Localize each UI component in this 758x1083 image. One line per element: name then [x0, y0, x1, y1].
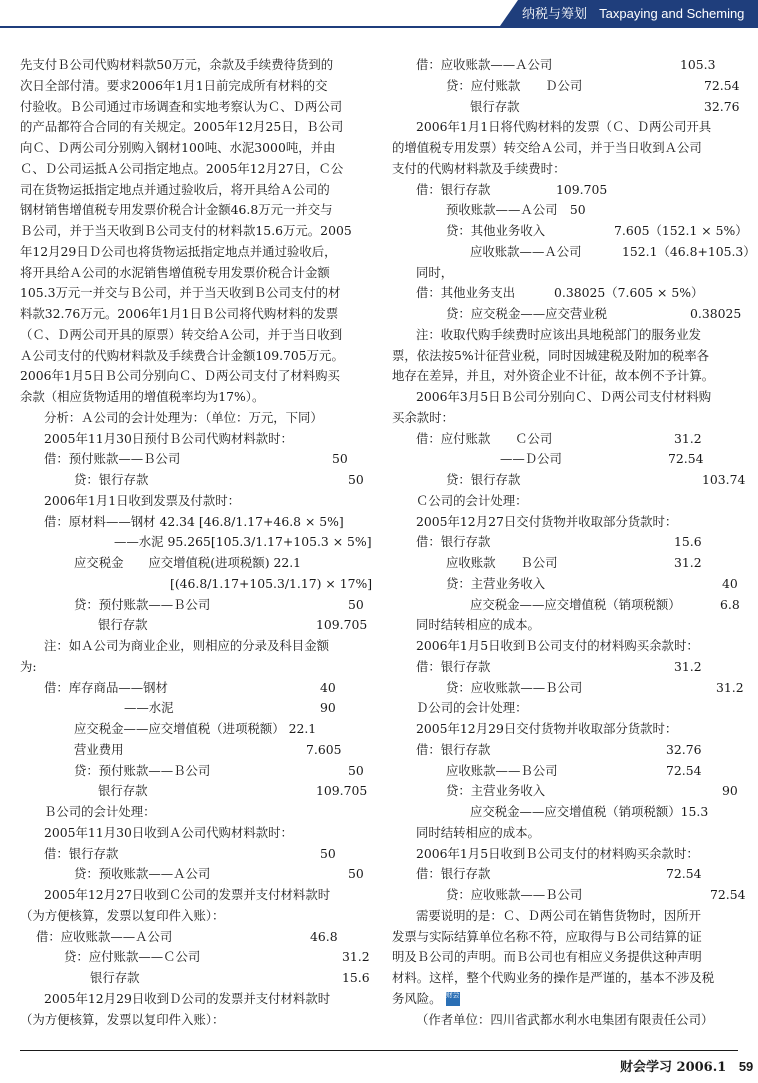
text-line: [392, 844, 742, 864]
text-segment: 72.54: [704, 77, 740, 93]
journal-logo-icon: 财会 学习: [446, 992, 460, 1006]
text-line: [392, 968, 742, 988]
text-segment: 同时结转相应的成本。: [416, 617, 540, 633]
text-segment: （为方便核算，发票以复印件入账）：: [20, 907, 225, 923]
text-line: [20, 366, 368, 386]
text-segment: 贷：预付账款——Ｂ公司: [74, 596, 211, 612]
text-segment: 2006年1月1日将代购材料的发票（Ｃ、Ｄ两公司开具: [416, 119, 712, 135]
text-segment: 103.74: [702, 472, 746, 487]
text-line: [392, 678, 742, 698]
text-segment: 向Ｃ、Ｄ两公司分别购入钢材100吨、水泥3000吨，并由: [20, 140, 336, 155]
text-line: [20, 325, 368, 345]
text-segment: （Ｃ、Ｄ两公司开具的原票）转交给Ａ公司，并于当日收到: [20, 326, 343, 342]
text-segment: Ｃ、Ｄ公司运抵Ａ公司指定地点。2005年12月27日，Ｃ公: [20, 160, 344, 176]
text-segment: 注：如Ａ公司为商业企业，则相应的分录及科目金额: [44, 638, 329, 653]
text-line: [20, 636, 368, 656]
text-line: [392, 532, 742, 552]
text-segment: 票，依法按5%计征营业税，同时因城建税及附加的税率各: [392, 347, 710, 363]
journal-name: 财会学习 2006.1: [620, 1060, 727, 1075]
text-line: [392, 491, 742, 511]
text-line: [20, 97, 368, 117]
text-line: [20, 615, 368, 635]
text-segment: 应交税金——应交增值税（销项税额）: [470, 596, 681, 612]
text-segment: 借：银行存款: [416, 866, 491, 882]
text-segment: 2005年12月27日收到Ｃ公司的发票并支付材料款时: [44, 887, 331, 902]
text-line: [392, 180, 742, 200]
text-segment: 为:: [20, 658, 37, 674]
text-line: [20, 387, 368, 407]
text-segment: 应收账款——Ｂ公司: [446, 762, 558, 778]
text-line: [392, 159, 742, 179]
text-segment: ——水泥: [124, 700, 174, 716]
text-line: [392, 366, 742, 386]
text-line: [20, 449, 368, 469]
footer-rule: [20, 1050, 738, 1051]
text-line: [20, 927, 368, 947]
text-line: [20, 283, 368, 303]
section-title-cn: 纳税与筹划: [522, 7, 588, 22]
text-segment: 借：应付账款 Ｃ公司: [416, 430, 553, 446]
text-segment: 90: [320, 700, 336, 716]
text-segment: 贷：其他业务收入: [446, 223, 546, 238]
text-segment: 预收账款——Ａ公司 50: [446, 202, 586, 218]
text-line: [20, 802, 368, 822]
text-line: [20, 719, 368, 739]
text-segment: 的增值税专用发票）转交给Ａ公司，并于当日收到Ａ公司: [392, 140, 702, 155]
text-line: [392, 221, 748, 241]
text-segment: 借：预付账款——Ｂ公司: [44, 451, 181, 467]
text-segment: 贷：应收账款——Ｂ公司: [446, 887, 583, 902]
text-line: [20, 698, 368, 718]
footer-text: [620, 1056, 753, 1075]
text-segment: 支付的代购材料款及手续费时：: [392, 160, 566, 176]
text-segment: 明及Ｂ公司的声明。而Ｂ公司也有相应义务提供这种声明: [392, 949, 702, 965]
page-footer: [0, 1050, 758, 1083]
text-line: [392, 636, 742, 656]
text-segment: 2005年11月30日收到Ａ公司代购材料款时：: [44, 824, 293, 840]
text-segment: 借：库存商品——钢材: [44, 679, 168, 695]
text-line: [392, 657, 742, 677]
text-segment: 31.2: [342, 949, 370, 965]
text-segment: 2006年1月1日收到发票及付款时：: [44, 492, 240, 508]
text-segment: 贷：主营业务收入: [446, 783, 546, 799]
text-segment: 分析：Ａ公司的会计处理为：（单位：万元，下同）: [44, 409, 323, 425]
text-segment: 50: [348, 596, 364, 612]
text-line: [392, 263, 742, 283]
text-line: [392, 449, 742, 469]
text-segment: 7.605（152.1 × 5%）: [614, 223, 748, 238]
text-segment: 应收账款 Ｂ公司: [446, 555, 558, 570]
text-segment: 0.38025: [690, 306, 742, 321]
text-segment: 50: [348, 472, 364, 487]
text-segment: （作者单位：四川省武都水利水电集团有限责任公司）: [416, 1011, 714, 1027]
text-segment: 31.2: [674, 555, 702, 570]
text-segment: 借：银行存款: [416, 534, 491, 550]
text-line: [392, 325, 742, 345]
text-line: [20, 304, 368, 324]
text-segment: 材料。这样，整个代购业务的操作是严谨的，基本不涉及税: [392, 970, 715, 985]
section-title-en: Taxpaying and Scheming: [599, 6, 745, 21]
text-line: [20, 55, 368, 75]
text-line: [20, 885, 368, 905]
text-line: [20, 263, 368, 283]
text-line: [20, 1010, 368, 1030]
text-line: [392, 387, 742, 407]
text-segment: 6.8: [720, 596, 740, 612]
text-line: [392, 698, 742, 718]
text-segment: 司在货物运抵指定地点并通过验收后，将开具给Ａ公司的: [20, 181, 330, 197]
text-segment: 注：收取代购手续费时应该出具地税部门的服务业发: [416, 326, 701, 342]
text-segment: Ｂ公司，并于当天收到Ｂ公司支付的材料款15.6万元。2005: [20, 223, 352, 238]
text-segment: 务风险。 财会 学习: [392, 990, 476, 1006]
text-line: [392, 304, 742, 324]
text-segment: 银行存款: [470, 98, 520, 114]
text-line: [20, 947, 368, 967]
text-line: [20, 678, 368, 698]
text-segment: 2005年12月29日交付货物并收取部分货款时：: [416, 721, 678, 736]
text-segment: （为方便核算，发票以复印件入账）：: [20, 1011, 225, 1027]
text-segment: 31.2: [674, 658, 702, 674]
text-line: [392, 138, 742, 158]
text-segment: 105.3: [680, 57, 716, 72]
text-segment: 72.54: [666, 866, 702, 882]
text-segment: 105.3万元一并交与Ｂ公司，并于当天收到Ｂ公司支付的材: [20, 285, 341, 301]
text-segment: 0.38025（7.605 × 5%）: [554, 285, 704, 301]
text-segment: 2006年3月5日Ｂ公司分别向Ｃ、Ｄ两公司支付材料购: [416, 389, 712, 404]
text-segment: ——水泥 95.265[105.3/1.17+105.3 × 5%]: [114, 534, 372, 550]
text-segment: 40: [320, 679, 336, 695]
header-rule: [0, 26, 758, 28]
text-segment: 借：银行存款: [416, 181, 491, 197]
text-line: [20, 138, 368, 158]
text-segment: 应交税金 应交增值税(进项税额) 22.1: [74, 555, 302, 570]
text-line: [392, 76, 742, 96]
text-line: [20, 408, 368, 428]
text-line: [392, 97, 742, 117]
text-segment: 应交税金——应交增值税（进项税额） 22.1: [74, 721, 317, 736]
text-segment: 次日全部付清。要求2006年1月1日前完成所有材料的交: [20, 77, 328, 93]
text-segment: 7.605: [306, 741, 342, 757]
text-segment: 46.8: [310, 928, 338, 944]
text-line: [20, 823, 368, 843]
text-line: [392, 802, 742, 822]
text-line: [392, 470, 746, 490]
text-segment: 借：应收账款——Ａ公司: [416, 57, 553, 72]
text-segment: 50: [348, 866, 364, 882]
header-blank: [0, 4, 520, 24]
text-segment: 贷：预收账款——Ａ公司: [74, 866, 211, 882]
text-segment: 50: [332, 451, 348, 467]
section-title: [522, 3, 744, 22]
text-line: [392, 242, 756, 262]
text-segment: 地存在差异，并且，对外资企业不计征，故本例不予计算。: [392, 368, 715, 384]
text-line: [392, 906, 742, 926]
text-line: [20, 864, 368, 884]
text-segment: 2006年1月5日收到Ｂ公司支付的材料购买余款时：: [416, 845, 699, 861]
text-line: [20, 968, 368, 988]
text-segment: 2005年12月27日交付货物并收取部分货款时：: [416, 513, 678, 529]
text-segment: 贷：银行存款: [446, 472, 521, 487]
text-segment: 银行存款: [90, 970, 140, 985]
text-line: [20, 429, 368, 449]
text-segment: 银行存款: [98, 617, 148, 633]
text-segment: 营业费用: [74, 741, 124, 757]
text-segment: 发票与实际结算单位名称不符，应取得与Ｂ公司结算的证: [392, 928, 702, 944]
text-segment: [(46.8/1.17+105.3/1.17) × 17%]: [170, 575, 373, 591]
text-segment: ——Ｄ公司: [500, 451, 562, 467]
text-segment: 109.705: [316, 783, 368, 799]
text-line: [392, 408, 742, 428]
text-segment: 109.705: [316, 617, 368, 633]
text-line: [20, 470, 368, 490]
text-segment: 72.54: [668, 451, 704, 467]
text-line: [392, 595, 742, 615]
text-line: [392, 761, 742, 781]
text-line: [392, 864, 742, 884]
text-segment: 50: [348, 762, 364, 778]
text-line: [392, 117, 742, 137]
text-segment: 钢材销售增值税专用发票价税合计金额46.8万元一并交与: [20, 202, 333, 218]
text-segment: 贷：银行存款: [74, 472, 149, 487]
text-line: [20, 200, 368, 220]
text-line: [20, 740, 368, 760]
text-line: [20, 76, 368, 96]
text-segment: 15.6: [342, 970, 370, 985]
text-segment: Ｃ公司的会计处理：: [416, 492, 528, 508]
text-line: [392, 346, 742, 366]
text-segment: 银行存款: [98, 783, 148, 799]
text-line: [20, 159, 368, 179]
page-number: 59: [738, 1059, 754, 1074]
text-segment: 31.2: [716, 679, 744, 695]
text-segment: 贷：应付账款——Ｃ公司: [64, 949, 201, 965]
text-line: [392, 553, 742, 573]
text-segment: 15.6: [674, 534, 702, 550]
text-segment: 贷：应交税金——应交营业税: [446, 306, 608, 321]
text-line: [392, 947, 742, 967]
text-segment: 同时结转相应的成本。: [416, 824, 540, 840]
text-segment: Ａ公司支付的代购材料款及手续费合计金额109.705万元。: [20, 347, 344, 363]
text-line: [392, 283, 742, 303]
text-segment: 余款（相应货物适用的增值税率均为17%）。: [20, 389, 265, 404]
text-line: [20, 180, 368, 200]
text-segment: 72.54: [710, 887, 746, 902]
text-segment: 32.76: [704, 98, 740, 114]
text-line: [20, 657, 368, 677]
text-line: [20, 761, 368, 781]
text-line: [392, 1010, 742, 1030]
text-segment: 借：银行存款: [416, 658, 491, 674]
text-segment: 同时，: [416, 264, 454, 280]
text-line: [20, 346, 368, 366]
text-line: [20, 844, 368, 864]
text-segment: 借：银行存款: [416, 741, 491, 757]
text-line: [20, 532, 372, 552]
text-segment: 贷：主营业务收入: [446, 575, 546, 591]
text-segment: 借：其他业务支出: [416, 285, 516, 301]
text-line: [20, 906, 368, 926]
text-segment: 贷：应收账款——Ｂ公司: [446, 679, 583, 695]
text-segment: 将开具给Ａ公司的水泥销售增值税专用发票价税合计金额: [20, 264, 330, 280]
text-segment: 应交税金——应交增值税（销项税额）15.3: [470, 804, 709, 819]
text-line: [20, 595, 368, 615]
text-line: [392, 429, 742, 449]
text-segment: 2006年1月5日收到Ｂ公司支付的材料购买余款时：: [416, 638, 699, 653]
text-line: [20, 242, 368, 262]
text-segment: 需要说明的是：Ｃ、Ｄ两公司在销售货物时，因所开: [416, 907, 701, 923]
text-segment: 40: [722, 575, 738, 591]
text-segment: 的产品都符合合同的有关规定。2005年12月25日，Ｂ公司: [20, 119, 344, 135]
text-line: [20, 989, 368, 1009]
text-segment: 买余款时：: [392, 409, 454, 425]
text-line: [392, 989, 742, 1009]
text-line: [392, 823, 742, 843]
text-line: [20, 221, 368, 241]
text-line: [392, 512, 742, 532]
text-segment: 2005年11月30日预付Ｂ公司代购材料款时：: [44, 430, 293, 446]
text-segment: 先支付Ｂ公司代购材料款50万元，余款及手续费待货到的: [20, 57, 334, 72]
text-line: [392, 927, 742, 947]
text-line: [20, 781, 368, 801]
text-line: [392, 55, 742, 75]
text-segment: 32.76: [666, 741, 702, 757]
text-segment: 贷：预付账款——Ｂ公司: [74, 762, 211, 778]
text-segment: 借：银行存款: [44, 845, 119, 861]
text-segment: 2005年12月29日收到Ｄ公司的发票并支付材料款时: [44, 990, 331, 1006]
text-segment: 借：原材料——钢材 42.34 [46.8/1.17+46.8 × 5%]: [44, 513, 344, 529]
text-line: [20, 512, 368, 532]
text-line: [392, 574, 742, 594]
text-segment: Ｂ公司的会计处理：: [44, 804, 156, 819]
text-segment: 90: [722, 783, 738, 799]
text-line: [20, 491, 368, 511]
text-segment: 贷：应付账款 Ｄ公司: [446, 77, 583, 93]
text-segment: Ｄ公司的会计处理：: [416, 700, 528, 716]
text-segment: 2006年1月5日Ｂ公司分别向Ｃ、Ｄ两公司支付了材料购买: [20, 368, 340, 384]
text-segment: 50: [320, 845, 336, 861]
page-header: [0, 0, 758, 28]
text-segment: 付验收。Ｂ公司通过市场调查和实地考察认为Ｃ、Ｄ两公司: [20, 98, 343, 114]
text-line: [392, 885, 746, 905]
text-line: [392, 615, 742, 635]
text-segment: 152.1（46.8+105.3）: [622, 243, 756, 259]
text-segment: 31.2: [674, 430, 702, 446]
text-line: [392, 781, 742, 801]
text-segment: 应收账款——Ａ公司: [470, 243, 582, 259]
text-line: [20, 553, 368, 573]
text-line: [20, 117, 368, 137]
text-segment: 借：应收账款——Ａ公司: [36, 928, 173, 944]
text-segment: 年12月29日Ｄ公司也将货物运抵指定地点并通过验收后，: [20, 243, 337, 259]
text-segment: 料款32.76万元。2006年1月1日Ｂ公司将代购材料的发票: [20, 306, 339, 321]
text-line: [392, 200, 742, 220]
text-line: [20, 574, 373, 594]
text-line: [392, 719, 742, 739]
text-line: [392, 740, 742, 760]
text-segment: 109.705: [556, 181, 608, 197]
text-segment: 72.54: [666, 762, 702, 778]
